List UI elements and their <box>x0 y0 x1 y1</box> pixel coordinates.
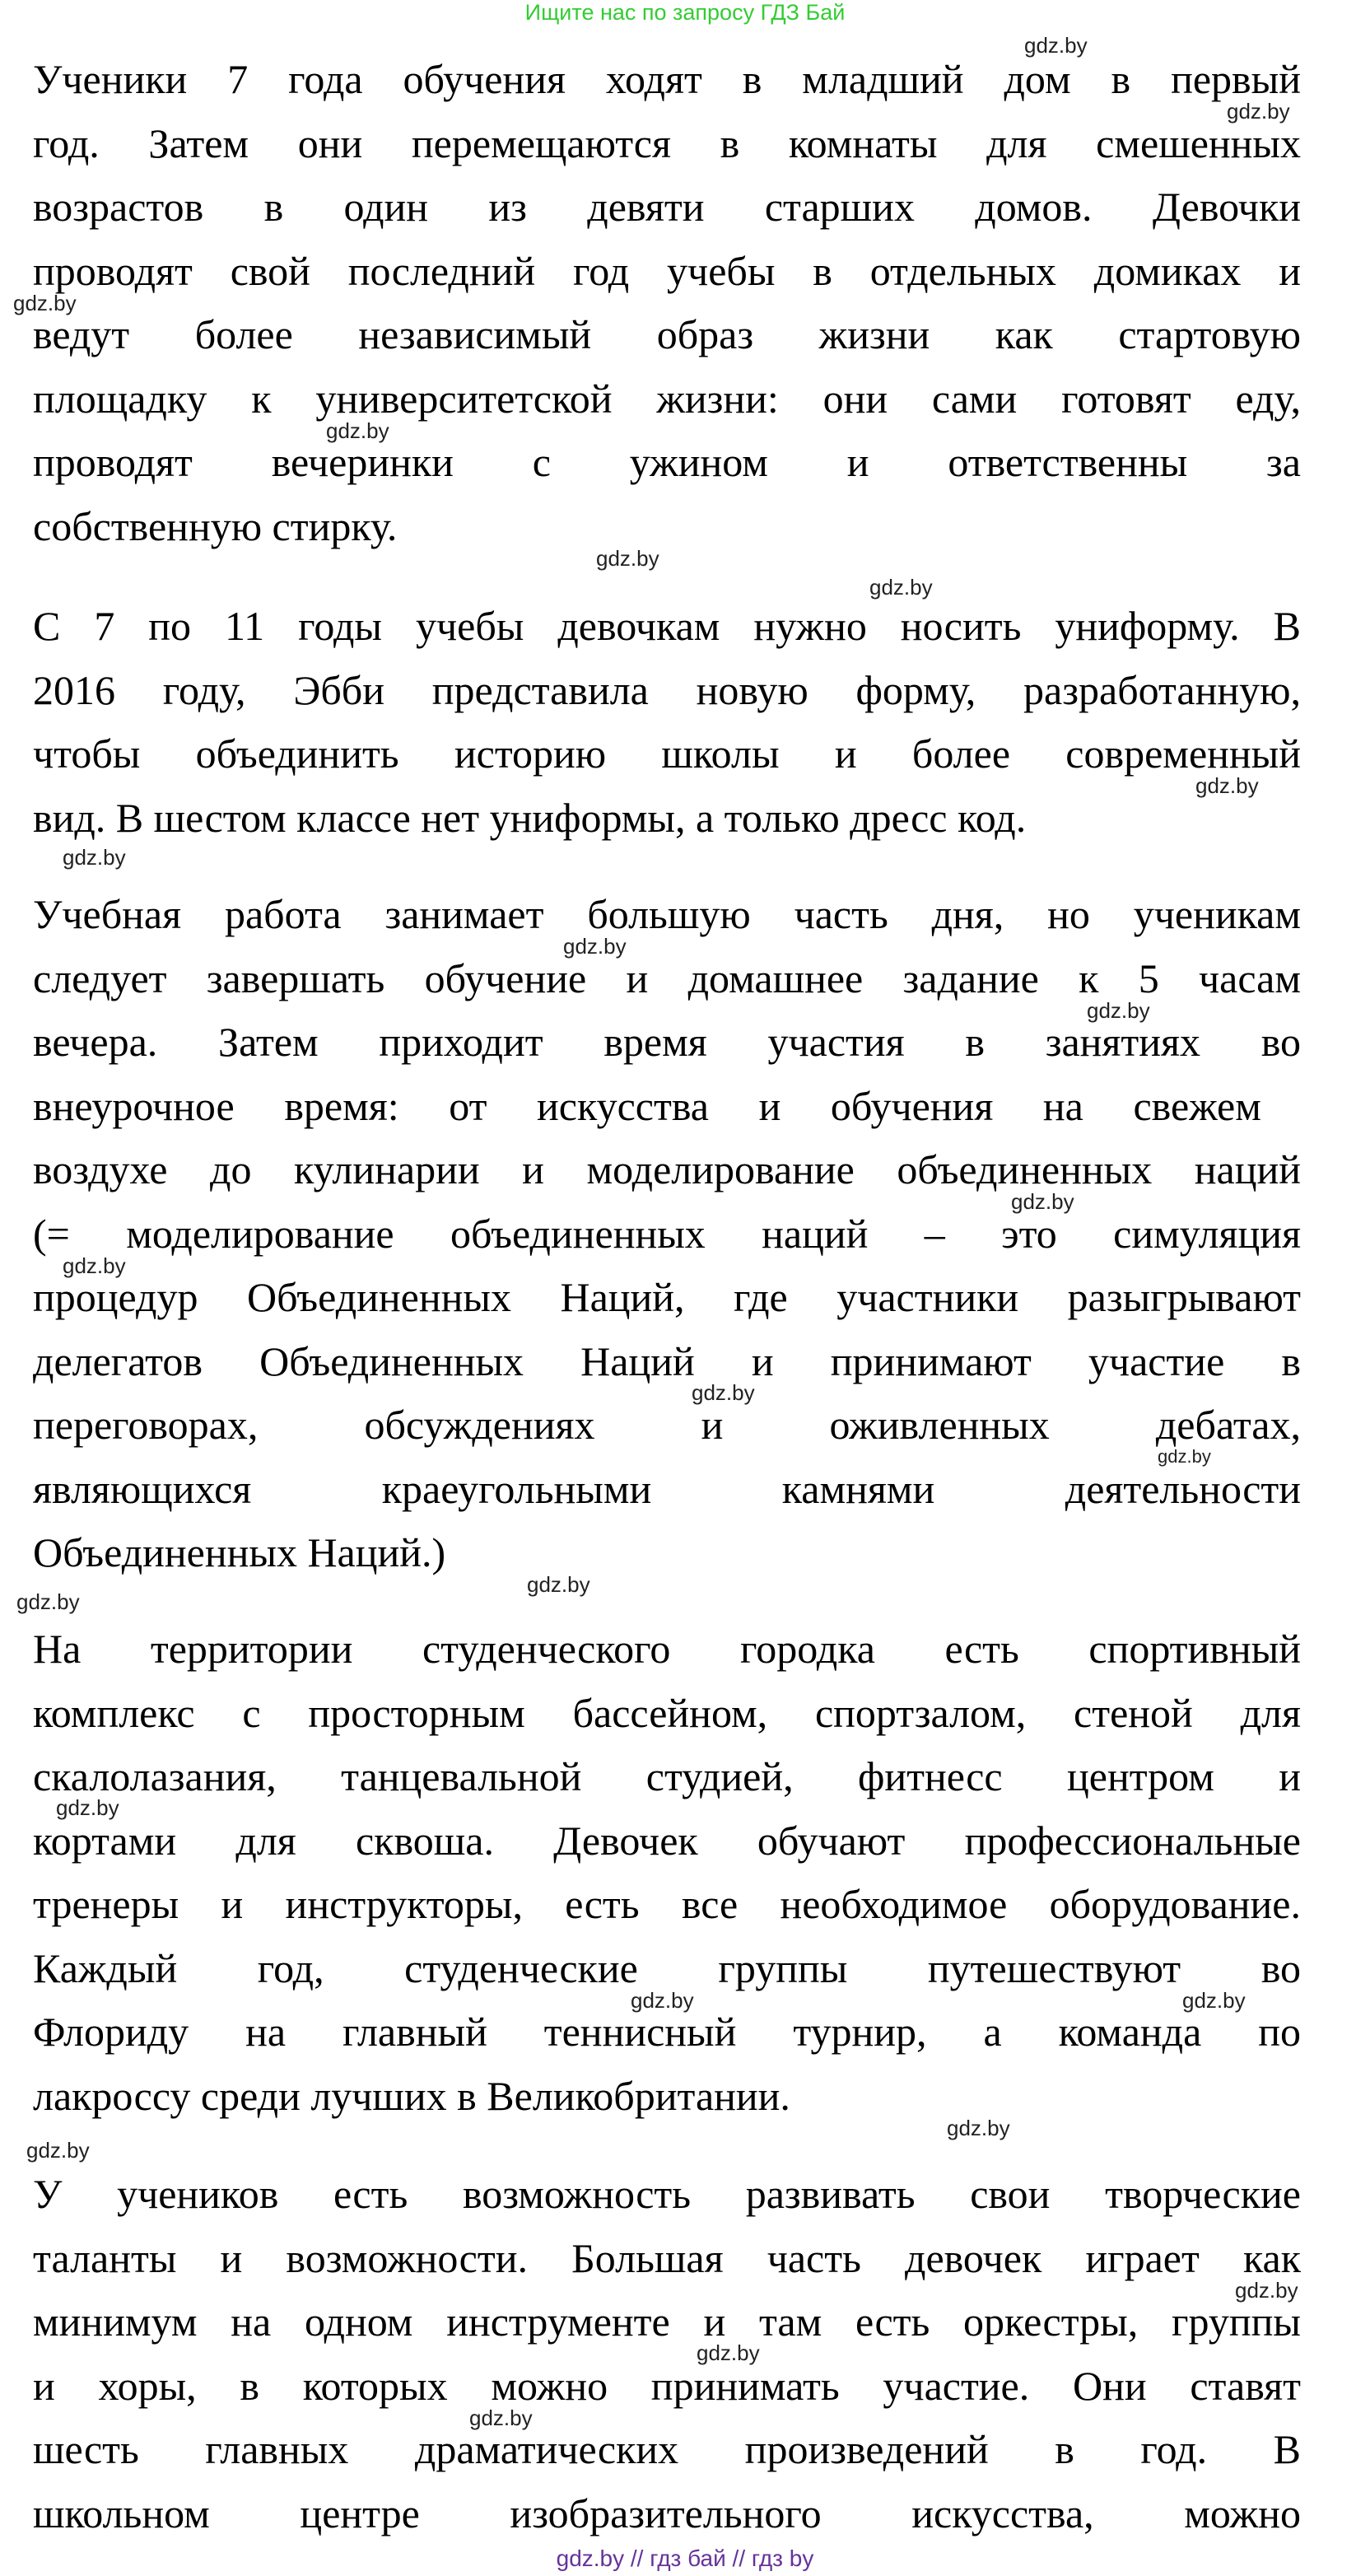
text-line-content: возрастов в один из девяти старших домов. Девочки <box>33 184 1301 230</box>
text-line-content: вечера. Затем приходит время участия в занятиях во <box>33 1019 1301 1065</box>
watermark: gdz.by <box>1011 1189 1074 1214</box>
text-line <box>33 2298 1301 2345</box>
text-line <box>33 1944 1301 1991</box>
text-line <box>33 2426 1301 2472</box>
text-line-content: следует завершать обучение и домашнее задание к 5 часам <box>33 954 1301 1001</box>
text-line-content: Каждый год, студенческие группы путешествуют во <box>33 1944 1301 1991</box>
text-line <box>33 2009 1301 2055</box>
text-line-content: скалолазания, танцевальной студией, фитнесс центром и <box>33 1753 1301 1799</box>
text-line-content: вид. В шестом классе нет униформы, а только дресс код. <box>33 794 1027 841</box>
watermark: gdz.by <box>469 2405 533 2430</box>
text-line <box>33 891 1301 937</box>
watermark: gdz.by <box>1195 773 1259 798</box>
text-line-content: шесть главных драматических произведений в год. В <box>33 2426 1301 2472</box>
text-line-content: переговорах, обсуждениях и оживленных дебатах, <box>33 1402 1301 1448</box>
text-line-content: таланты и возможности. Большая часть девочек играет как <box>33 2234 1301 2281</box>
text-line <box>33 2234 1301 2281</box>
watermark: gdz.by <box>13 290 77 315</box>
watermark: gdz.by <box>692 1380 755 1405</box>
text-line <box>33 1082 1301 1129</box>
text-line <box>33 441 1301 483</box>
watermark: gdz.by <box>1024 33 1088 58</box>
watermark: gdz.by <box>63 1253 126 1278</box>
text-line-content: Учебная работа занимает большую часть дня, но ученикам <box>33 891 1301 937</box>
text-line <box>33 1753 1301 1799</box>
watermark: gdz.by <box>1227 99 1290 124</box>
text-line <box>33 2490 1301 2536</box>
text-line-content: воздухе до кулинарии и моделирование объединенных наций <box>33 1146 1301 1192</box>
text-line <box>33 1337 1301 1384</box>
watermark: gdz.by <box>16 1589 80 1614</box>
text-line <box>33 1465 1301 1512</box>
text-line <box>33 1210 1301 1257</box>
watermark: gdz.by <box>63 845 126 870</box>
text-line <box>33 603 1301 649</box>
text-line-content: школьном центре изобразительного искусства, можно <box>33 2490 1301 2536</box>
text-line <box>33 730 1301 777</box>
watermark: gdz.by <box>1087 997 1150 1023</box>
text-line-content: год. Затем они перемещаются в комнаты для смешенных <box>33 119 1301 166</box>
text-line-content: ведут более независимый образ жизни как стартовую <box>33 311 1301 357</box>
watermark: gdz.by <box>697 2340 760 2365</box>
text-line <box>33 247 1301 294</box>
text-line <box>33 311 1301 357</box>
text-line-content: делегатов Объединенных Наций и принимают участие в <box>33 1337 1301 1384</box>
text-line-content: площадку к университетской жизни: они сами готовят еду, <box>33 375 1301 422</box>
text-line <box>33 119 1301 166</box>
watermark: gdz.by <box>563 934 627 959</box>
watermark: gdz.by <box>326 418 389 443</box>
text-line-content: Объединенных Наций.) <box>33 1529 446 1575</box>
text-line-content: лакроссу среди лучших в Великобритании. <box>33 2072 790 2119</box>
text-line-content: Флориду на главный теннисный турнир, а команда по <box>33 2009 1301 2055</box>
text-line <box>33 794 1301 841</box>
footer-links[interactable]: gdz.by // гдз бай // гдз by <box>556 2546 814 2571</box>
text-line <box>33 954 1301 1001</box>
watermark: gdz.by <box>26 2138 90 2163</box>
text-line-content: кортами для сквоша. Девочек обучают профессиональные <box>33 1817 1301 1864</box>
text-line-content: чтобы объединить историю школы и более современный <box>33 730 1301 777</box>
watermark: gdz.by <box>596 545 659 571</box>
text-line <box>33 2072 1301 2119</box>
text-line-content: являющихся краеугольными камнями деятельности <box>33 1465 1301 1512</box>
watermark: gdz.by <box>631 1988 694 2013</box>
text-line-content: тренеры и инструкторы, есть все необходимое оборудование. <box>33 1881 1301 1927</box>
text-line-content: проводят свой последний год учебы в отдельных домиках и <box>33 247 1301 294</box>
text-line-content: комплекс с просторным бассейном, спортзалом, стеной для <box>33 1689 1301 1736</box>
text-line <box>33 1883 1301 1925</box>
watermark: gdz.by <box>56 1795 119 1820</box>
text-line <box>33 2362 1301 2409</box>
watermark: gdz.by <box>1182 1987 1246 2013</box>
text-line <box>33 666 1301 713</box>
text-line-content: С 7 по 11 годы учебы девочкам нужно носить униформу. В <box>33 603 1301 649</box>
watermark: gdz.by <box>527 1572 590 1597</box>
text-line <box>33 502 1301 549</box>
text-line <box>33 1402 1301 1448</box>
text-line <box>33 1626 1301 1672</box>
text-line-content: Ученики 7 года обучения ходят в младший дом в первый <box>33 56 1301 102</box>
text-line <box>33 1817 1301 1864</box>
text-line-content: проводят вечеринки с ужином и ответственны за <box>33 439 1301 485</box>
text-line <box>33 375 1301 422</box>
text-line-content: На территории студенческого городка есть спортивный <box>33 1626 1301 1672</box>
search-hint-header: Ищите нас по запросу ГДЗ Бай <box>524 0 846 25</box>
text-line-content: процедур Объединенных Наций, где участники разыгрывают <box>33 1274 1301 1320</box>
text-line-content: 2016 году, Эбби представила новую форму, разработанную, <box>33 666 1301 713</box>
text-line-content: собственную стирку. <box>33 502 398 549</box>
text-line-content: минимум на одном инструменте и там есть оркестры, группы <box>33 2298 1301 2345</box>
text-line-content: внеурочное время: от искусства и обучения на свежем <box>33 1082 1261 1129</box>
text-line <box>33 58 1301 100</box>
text-line <box>33 1529 1301 1575</box>
text-line <box>33 1146 1301 1192</box>
text-line <box>33 1019 1301 1065</box>
text-line <box>33 1276 1301 1318</box>
watermark: gdz.by <box>1235 2277 1298 2303</box>
watermark: gdz.by <box>1158 1446 1211 1467</box>
text-line <box>33 2171 1301 2217</box>
text-line <box>33 1689 1301 1736</box>
text-line-content: У учеников есть возможность развивать свои творческие <box>33 2171 1301 2217</box>
text-line <box>33 184 1301 230</box>
text-line-content: и хоры, в которых можно принимать участие. Они ставят <box>33 2362 1301 2409</box>
text-line-content: (= моделирование объединенных наций – это симуляция <box>33 1210 1301 1257</box>
watermark: gdz.by <box>947 2115 1010 2140</box>
watermark: gdz.by <box>869 575 933 600</box>
